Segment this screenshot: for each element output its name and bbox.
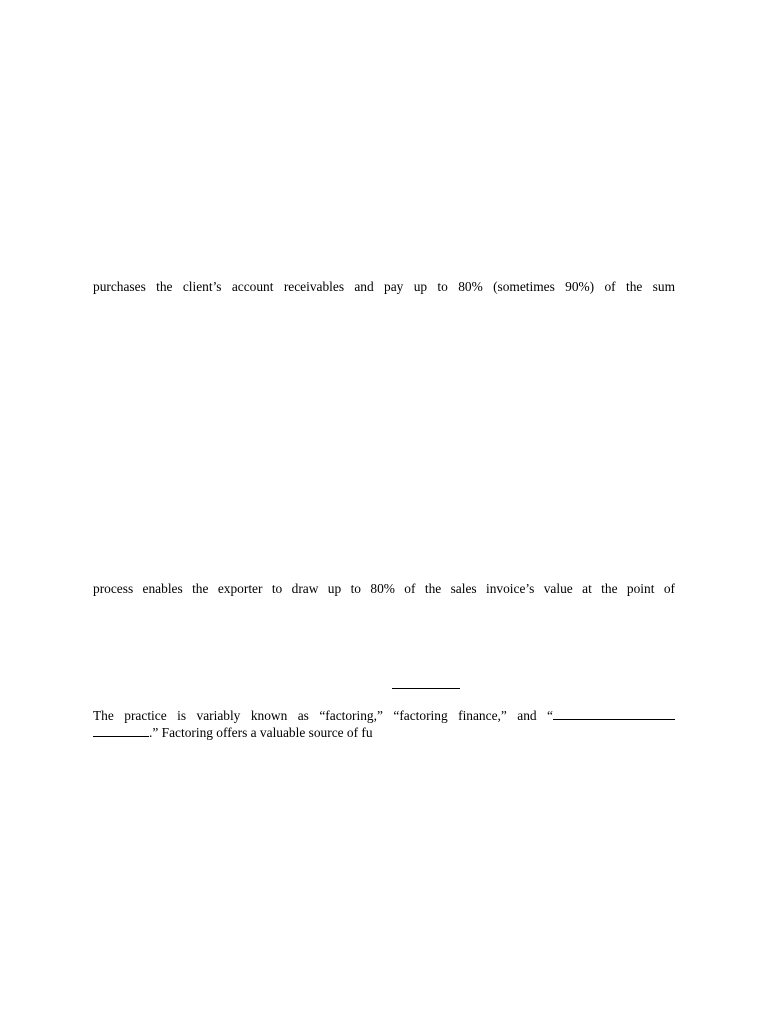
practice-text: The practice is variably known as “factoring,” “factoring finance,” and “ xyxy=(93,708,553,723)
text-line-factoring xyxy=(93,724,675,741)
blank-rule xyxy=(392,688,460,689)
fill-in-blank xyxy=(553,707,675,720)
text-line-practice xyxy=(93,707,675,724)
text-line-receivables: purchases the client’s account receivables and pay up to 80% (sometimes 90%) of the sum xyxy=(93,279,675,294)
text-line-exporter: process enables the exporter to draw up to 80% of the sales invoice’s value at the point of xyxy=(93,581,675,596)
fill-in-blank-continued xyxy=(93,724,149,737)
factoring-text: .” Factoring offers a valuable source of fu xyxy=(149,725,373,740)
